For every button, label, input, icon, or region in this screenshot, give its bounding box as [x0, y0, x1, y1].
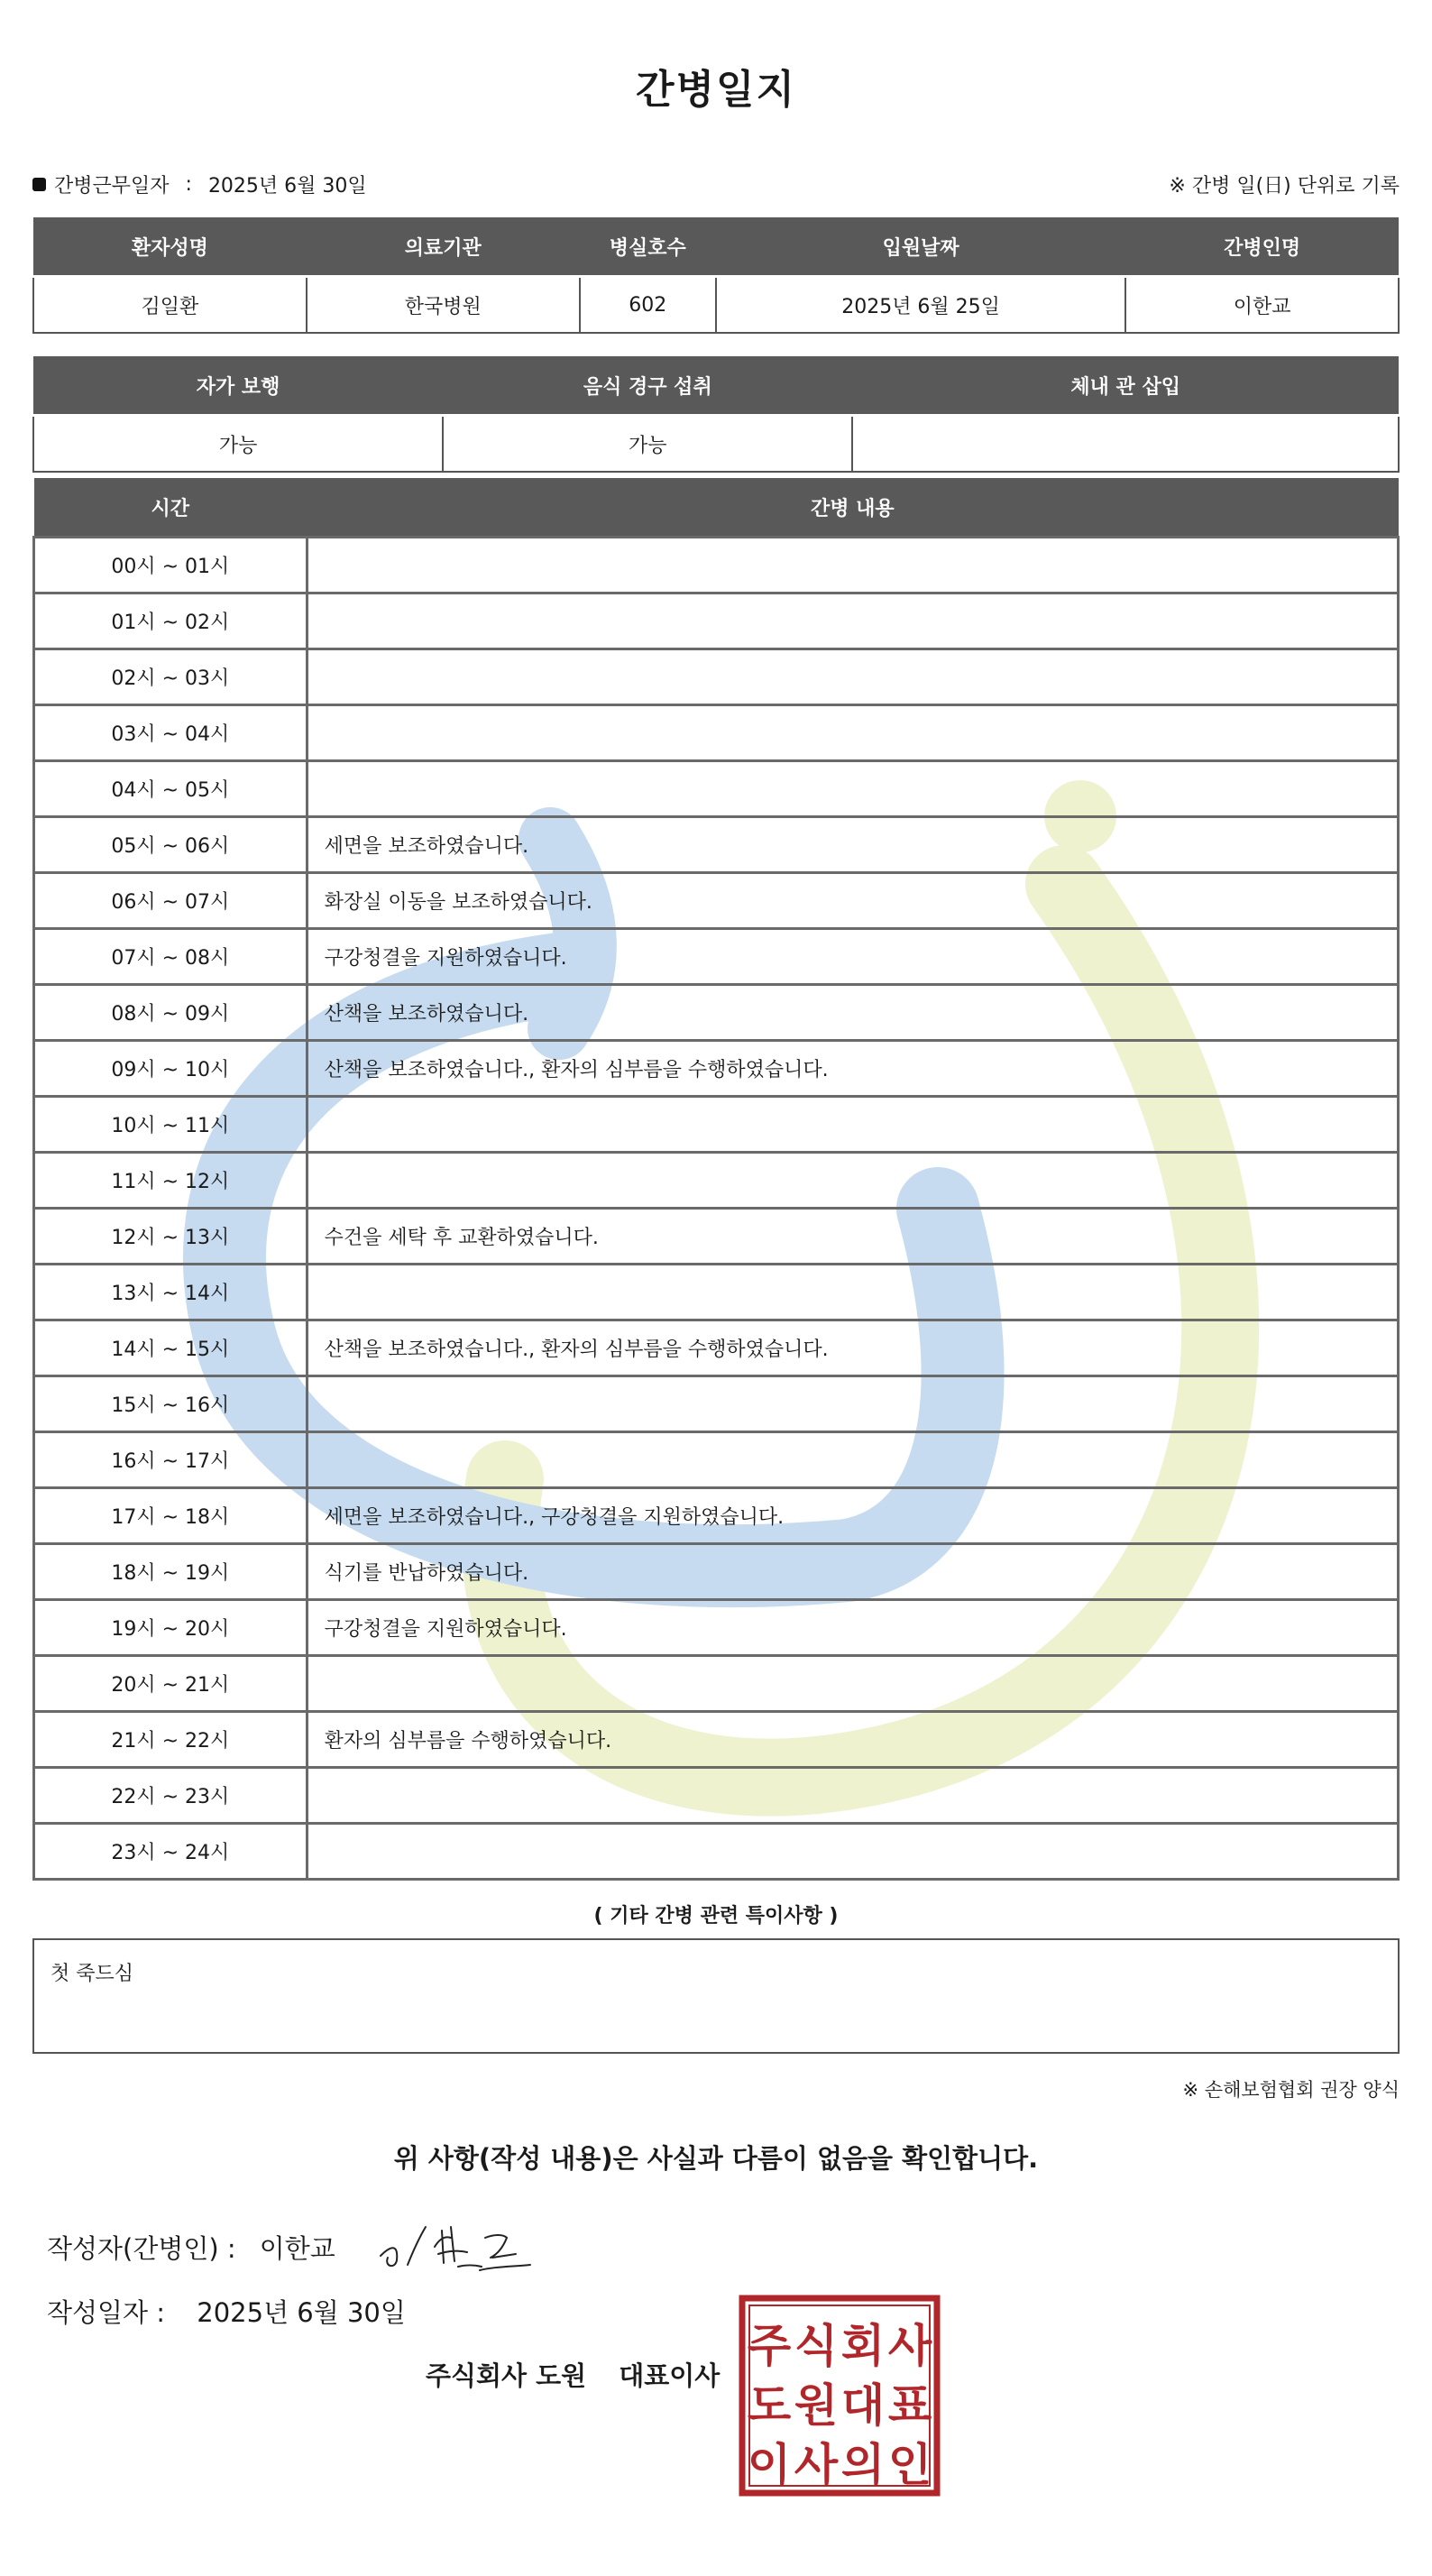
seal-glyph: 도 [747, 2379, 792, 2432]
log-content-cell [307, 1376, 1398, 1432]
log-time-cell: 14시 ~ 15시 [34, 1320, 308, 1376]
log-content-cell: 산책을 보조하였습니다., 환자의 심부름을 수행하였습니다. [307, 1320, 1398, 1376]
table-row [34, 1432, 1399, 1488]
table-row [34, 1544, 1399, 1600]
log-time-cell: 11시 ~ 12시 [34, 1153, 308, 1209]
admission-date: 2025년 6월 25일 [716, 277, 1125, 334]
log-content-cell: 세면을 보조하였습니다. [307, 817, 1398, 873]
table-row [34, 1600, 1399, 1656]
writer-row [47, 2215, 1400, 2278]
header-admission-date: 입원날짜 [716, 216, 1125, 277]
log-time-cell: 08시 ~ 09시 [34, 985, 308, 1041]
tube-insertion-value [852, 416, 1399, 473]
form-source-note: ※ 손해보험협회 권장 양식 [1182, 2079, 1400, 2101]
log-content-cell: 수건을 세탁 후 교환하였습니다. [307, 1209, 1398, 1265]
square-bullet-icon [32, 178, 46, 191]
seal-glyph: 회 [840, 2320, 886, 2372]
log-content-cell [307, 761, 1398, 817]
table-row [34, 1265, 1399, 1320]
patient-info-table [32, 215, 1400, 334]
seal-glyph: 표 [887, 2379, 932, 2432]
table-row [34, 1209, 1399, 1265]
table-row [34, 1712, 1399, 1768]
seal-glyph: 식 [794, 2320, 839, 2372]
table-row [34, 1041, 1399, 1097]
log-content-cell [307, 1656, 1398, 1712]
patient-name: 김일환 [33, 277, 307, 334]
header-oral-intake: 음식 경구 섭취 [443, 355, 852, 416]
patient-ability-table [32, 354, 1400, 473]
seal-glyph: 인 [887, 2439, 932, 2491]
log-content-cell: 구강청결을 지원하였습니다. [307, 929, 1398, 985]
table-row [34, 873, 1399, 929]
remarks-box [32, 1938, 1400, 2054]
log-content-cell [307, 1097, 1398, 1153]
table-row [34, 1376, 1399, 1432]
hospital-name: 한국병원 [307, 277, 580, 334]
log-content-cell [307, 593, 1398, 649]
log-time-cell: 17시 ~ 18시 [34, 1488, 308, 1544]
table-row [34, 705, 1399, 761]
log-time-cell: 09시 ~ 10시 [34, 1041, 308, 1097]
writer-label: 작성자(간병인) : [47, 2232, 236, 2264]
log-time-cell: 07시 ~ 08시 [34, 929, 308, 985]
log-time-cell: 04시 ~ 05시 [34, 761, 308, 817]
log-time-cell: 19시 ~ 20시 [34, 1600, 308, 1656]
written-date-value: 2025년 6월 30일 [197, 2297, 406, 2328]
log-time-cell: 01시 ~ 02시 [34, 593, 308, 649]
table-row [34, 1656, 1399, 1712]
table-row [34, 761, 1399, 817]
table-row [34, 649, 1399, 705]
log-content-cell: 식기를 반납하였습니다. [307, 1544, 1398, 1600]
log-content-cell: 구강청결을 지원하였습니다. [307, 1600, 1398, 1656]
header-hospital: 의료기관 [307, 216, 580, 277]
log-time-cell: 12시 ~ 13시 [34, 1209, 308, 1265]
caregiver-name: 이한교 [1125, 277, 1399, 334]
log-content-cell [307, 649, 1398, 705]
header-self-walking: 자가 보행 [33, 355, 443, 416]
log-time-cell: 03시 ~ 04시 [34, 705, 308, 761]
written-date-row [47, 2293, 1400, 2330]
table-row [34, 538, 1399, 593]
seal-glyph: 대 [840, 2379, 886, 2432]
log-content-cell [307, 1153, 1398, 1209]
log-time-cell: 16시 ~ 17시 [34, 1432, 308, 1488]
room-number: 602 [580, 277, 716, 334]
care-diary-page [32, 0, 1400, 2330]
log-content-cell: 환자의 심부름을 수행하였습니다. [307, 1712, 1398, 1768]
table-row [34, 593, 1399, 649]
log-content-cell [307, 1824, 1398, 1880]
remarks-text: 첫 죽드심 [50, 1963, 134, 1985]
representative-title: 대표이사 [619, 2360, 721, 2391]
log-content-cell [307, 1265, 1398, 1320]
header-caregiver-name: 간병인명 [1125, 216, 1399, 277]
work-date-line [32, 166, 1400, 202]
seal-glyph: 사 [887, 2320, 932, 2372]
confirmation-statement: 위 사항(작성 내용)은 사실과 다름이 없음을 확인합니다. [393, 2143, 1039, 2174]
log-time-cell: 22시 ~ 23시 [34, 1768, 308, 1824]
writer-name: 이한교 [259, 2232, 335, 2264]
log-content-cell: 화장실 이동을 보조하였습니다. [307, 873, 1398, 929]
work-date-separator: : [185, 172, 192, 196]
log-time-cell: 18시 ~ 19시 [34, 1544, 308, 1600]
log-content-cell: 산책을 보조하였습니다., 환자의 심부름을 수행하였습니다. [307, 1041, 1398, 1097]
table-row [34, 1824, 1399, 1880]
log-time-cell: 20시 ~ 21시 [34, 1656, 308, 1712]
header-patient-name: 환자성명 [33, 216, 307, 277]
table-row [34, 1768, 1399, 1824]
log-time-cell: 13시 ~ 14시 [34, 1265, 308, 1320]
log-time-cell: 21시 ~ 22시 [34, 1712, 308, 1768]
log-time-cell: 15시 ~ 16시 [34, 1376, 308, 1432]
log-time-cell: 00시 ~ 01시 [34, 538, 308, 593]
log-time-cell: 02시 ~ 03시 [34, 649, 308, 705]
handwritten-signature [372, 2211, 543, 2283]
company-signature-line [426, 2356, 720, 2393]
table-row [34, 929, 1399, 985]
table-row [34, 1153, 1399, 1209]
log-time-cell: 05시 ~ 06시 [34, 817, 308, 873]
header-time: 시간 [34, 478, 308, 538]
care-log-table [32, 478, 1400, 1881]
log-time-cell: 23시 ~ 24시 [34, 1824, 308, 1880]
company-name: 주식회사 도원 [426, 2360, 587, 2391]
table-row [34, 985, 1399, 1041]
written-date-label: 작성일자 : [47, 2297, 166, 2328]
log-content-cell [307, 538, 1398, 593]
self-walking-value: 가능 [33, 416, 443, 473]
log-time-cell: 06시 ~ 07시 [34, 873, 308, 929]
log-time-cell: 10시 ~ 11시 [34, 1097, 308, 1153]
log-content-cell [307, 705, 1398, 761]
table-row [34, 1097, 1399, 1153]
page-title: 간병일지 [635, 67, 796, 113]
header-tube-insertion: 체내 관 삽입 [852, 355, 1399, 416]
header-room-number: 병실호수 [580, 216, 716, 277]
seal-glyph: 이 [747, 2439, 792, 2491]
seal-glyph: 의 [840, 2439, 886, 2491]
table-row [34, 1320, 1399, 1376]
seal-glyph: 사 [794, 2439, 839, 2491]
log-content-cell: 세면을 보조하였습니다., 구강청결을 지원하였습니다. [307, 1488, 1398, 1544]
log-content-cell: 산책을 보조하였습니다. [307, 985, 1398, 1041]
table-row [34, 817, 1399, 873]
oral-intake-value: 가능 [443, 416, 852, 473]
daily-record-note: ※ 간병 일(日) 단위로 기록 [1169, 174, 1400, 198]
work-date-value: 2025년 6월 30일 [207, 174, 367, 198]
log-content-cell [307, 1768, 1398, 1824]
seal-glyph: 원 [794, 2379, 839, 2432]
work-date-label: 간병근무일자 [54, 174, 170, 198]
log-content-cell [307, 1432, 1398, 1488]
header-care-content: 간병 내용 [307, 478, 1398, 538]
table-row [34, 1488, 1399, 1544]
seal-glyph: 주 [747, 2320, 792, 2372]
remarks-title: ( 기타 간병 관련 특이사항 ) [593, 1905, 839, 1927]
